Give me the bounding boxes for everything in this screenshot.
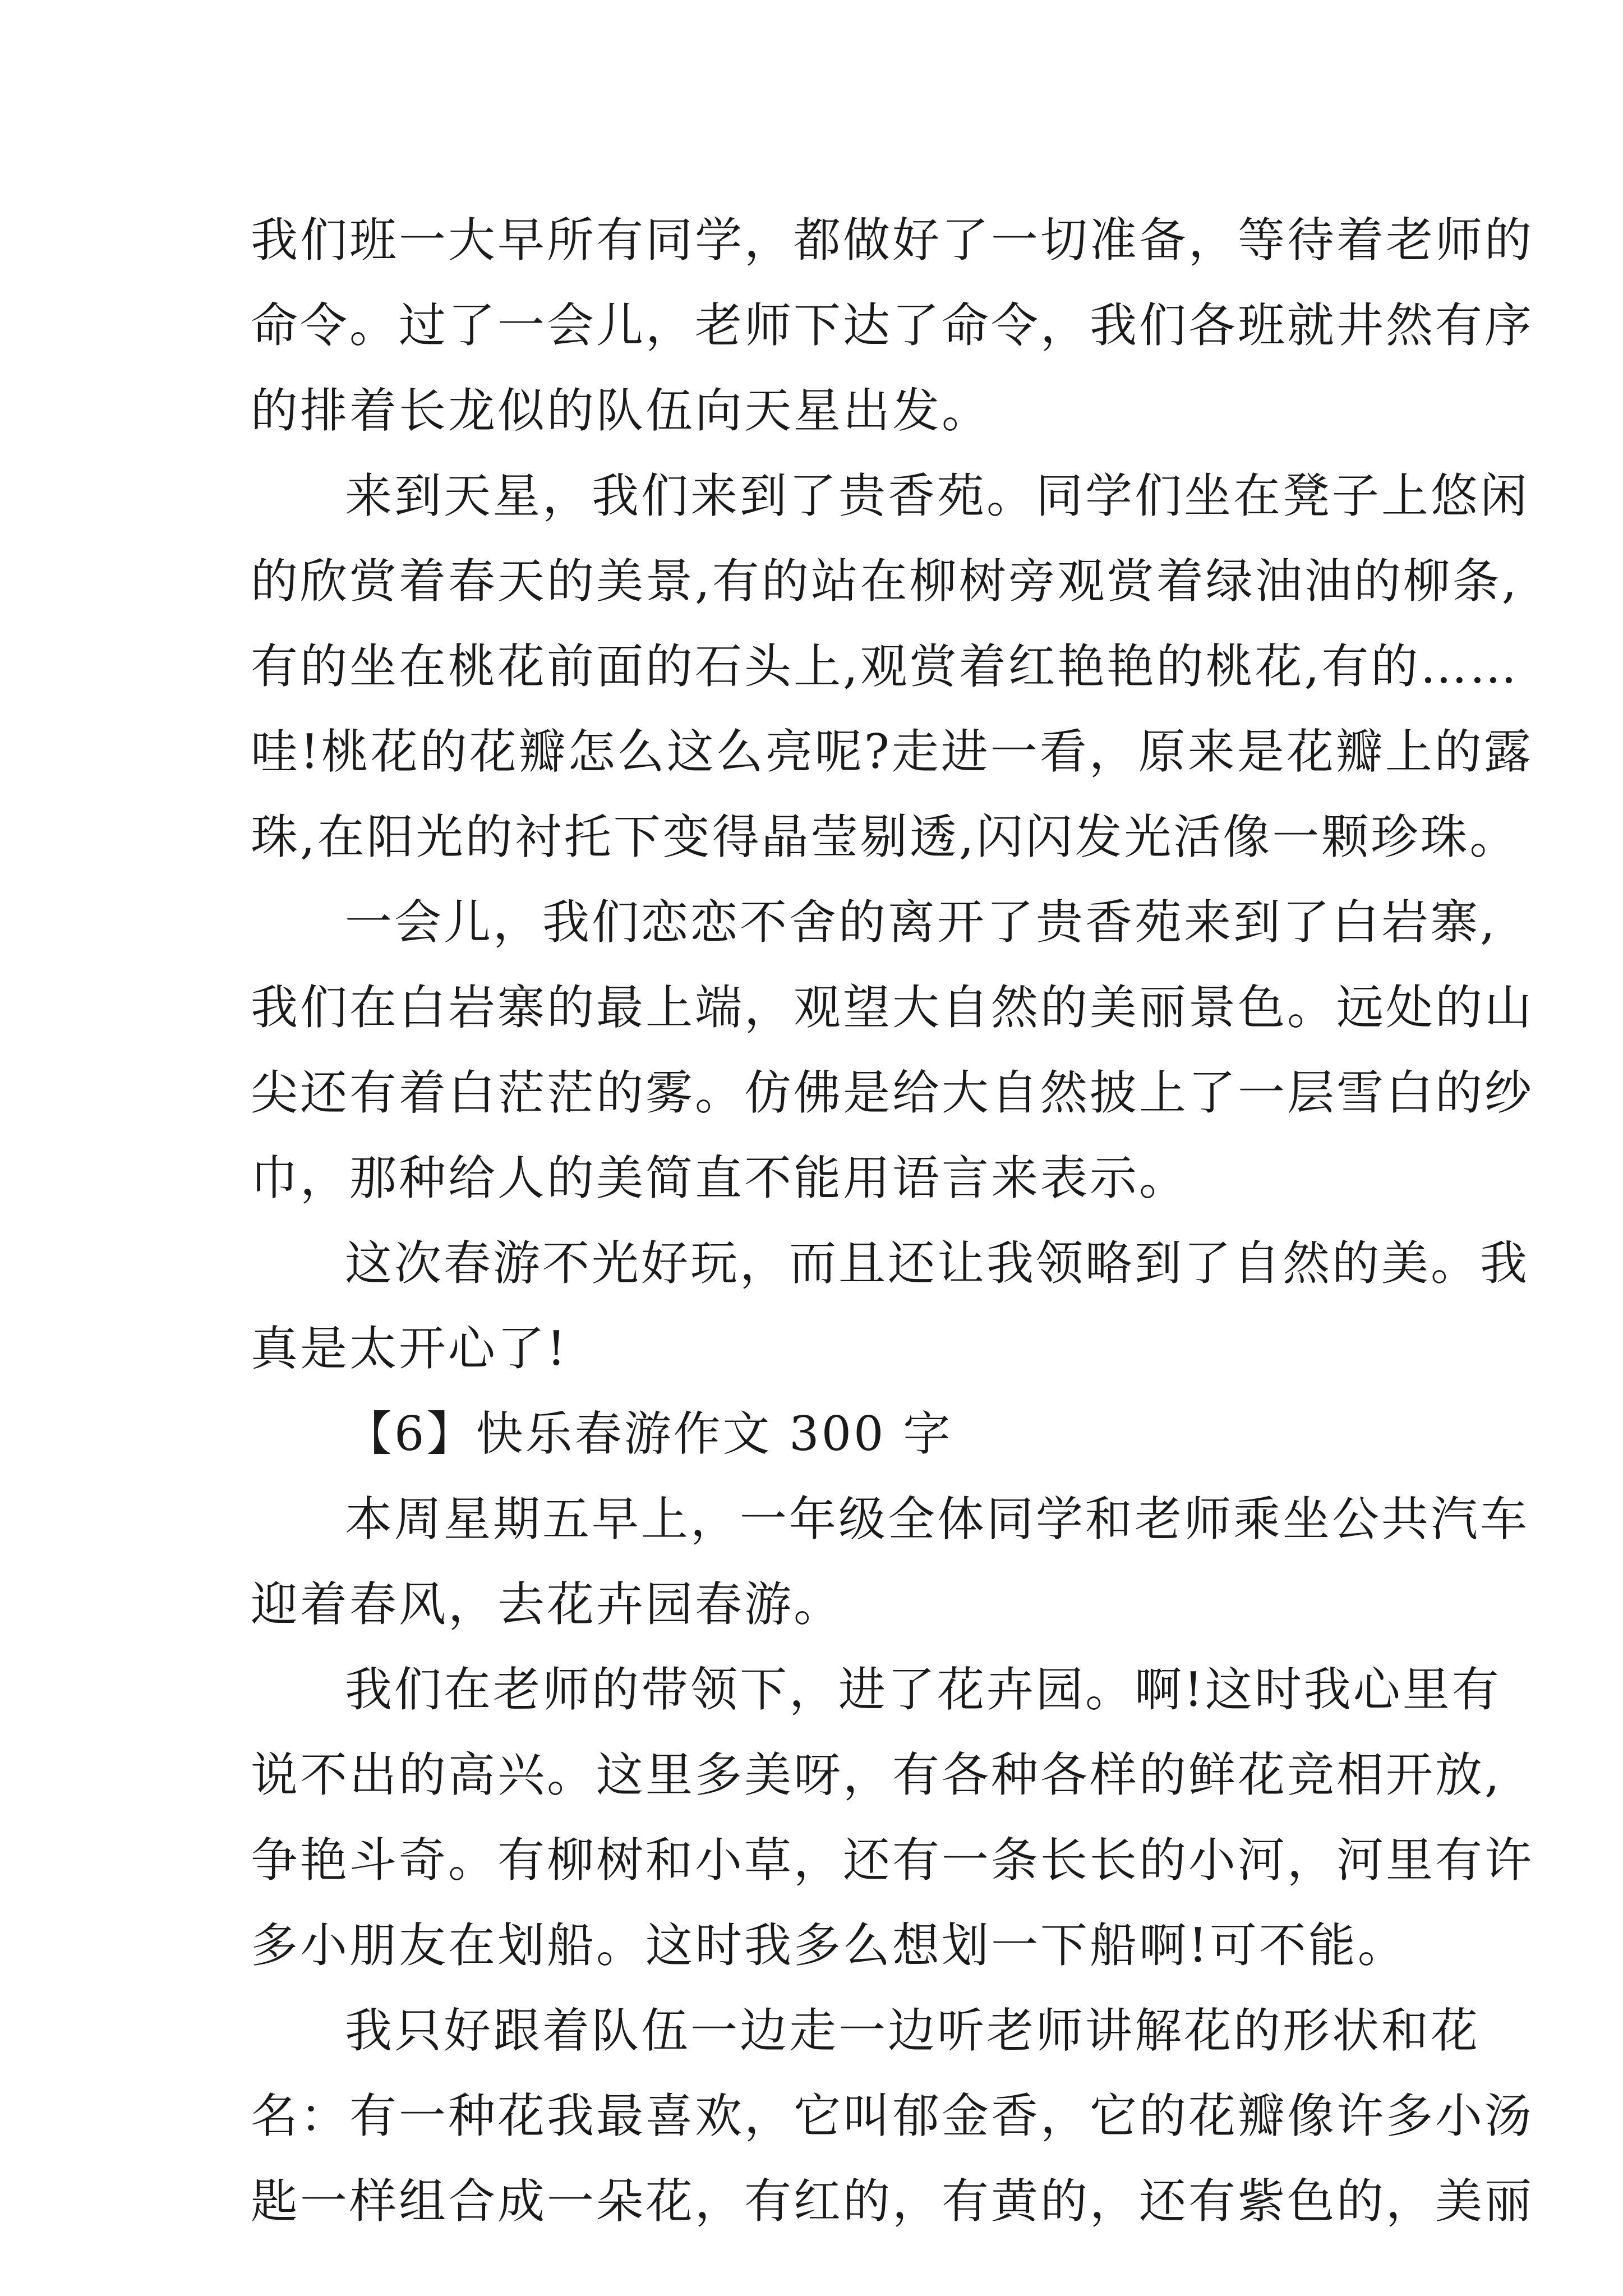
text-line: 我们在白岩寨的最上端，观望大自然的美丽景色。远处的山 bbox=[251, 980, 1534, 1035]
text-line: 命令。过了一会儿，老师下达了命令，我们各班就井然有序 bbox=[251, 298, 1534, 353]
text-line: 多小朋友在划船。这时我多么想划一下船啊!可不能。 bbox=[251, 1918, 1407, 1973]
paragraph bbox=[251, 1221, 1530, 1391]
text-line: 来到天星，我们来到了贵香苑。同学们坐在凳子上悠闲 bbox=[345, 468, 1530, 523]
paragraph bbox=[251, 1988, 1534, 2244]
paragraph bbox=[251, 1476, 1530, 1647]
paragraph bbox=[251, 880, 1534, 1221]
text-line: 的排着长龙似的队伍向天星出发。 bbox=[251, 383, 992, 438]
text-line: 有的坐在桃花前面的石头上,观赏着红艳艳的桃花,有的…… bbox=[251, 639, 1519, 694]
text-line: 本周星期五早上，一年级全体同学和老师乘坐公共汽车 bbox=[345, 1492, 1530, 1547]
text-line: 我们在老师的带领下，进了花卉园。啊!这时我心里有 bbox=[345, 1662, 1501, 1717]
essay-text bbox=[251, 197, 1534, 2244]
paragraph bbox=[251, 453, 1533, 880]
text-line: 这次春游不光好玩，而且还让我领略到了自然的美。我 bbox=[345, 1236, 1530, 1291]
text-line: 名：有一种花我最喜欢，它叫郁金香，它的花瓣像许多小汤 bbox=[251, 2088, 1534, 2143]
heading-text: 【6】快乐春游作文 300 字 bbox=[345, 1406, 953, 1461]
paragraph bbox=[251, 197, 1534, 453]
text-line: 我只好跟着队伍一边走一边听老师讲解花的形状和花 bbox=[345, 2003, 1481, 2058]
text-line: 珠,在阳光的衬托下变得晶莹剔透,闪闪发光活像一颗珍珠。 bbox=[251, 809, 1519, 864]
section-heading bbox=[251, 1391, 1378, 1476]
text-line: 说不出的高兴。这里多美呀，有各种各样的鲜花竞相开放, bbox=[251, 1747, 1502, 1802]
text-line: 争艳斗奇。有柳树和小草，还有一条长长的小河，河里有许 bbox=[251, 1833, 1534, 1888]
text-line: 哇!桃花的花瓣怎么这么亮呢?走进一看，原来是花瓣上的露 bbox=[251, 724, 1533, 779]
text-line: 的欣赏着春天的美景,有的站在柳树旁观赏着绿油油的柳条, bbox=[251, 554, 1519, 609]
paragraph bbox=[251, 1647, 1534, 1988]
text-line: 一会儿，我们恋恋不舍的离开了贵香苑来到了白岩寨, bbox=[345, 895, 1497, 950]
text-line: 真是太开心了! bbox=[251, 1321, 568, 1376]
text-line: 尖还有着白茫茫的雾。仿佛是给大自然披上了一层雪白的纱 bbox=[251, 1065, 1534, 1120]
text-line: 巾，那种给人的美简直不能用语言来表示。 bbox=[251, 1151, 1189, 1205]
text-line: 我们班一大早所有同学，都做好了一切准备，等待着老师的 bbox=[251, 213, 1534, 268]
text-line: 迎着春风，去花卉园春游。 bbox=[251, 1577, 843, 1632]
text-line: 匙一样组合成一朵花，有红的，有黄的，还有紫色的，美丽 bbox=[251, 2174, 1534, 2229]
